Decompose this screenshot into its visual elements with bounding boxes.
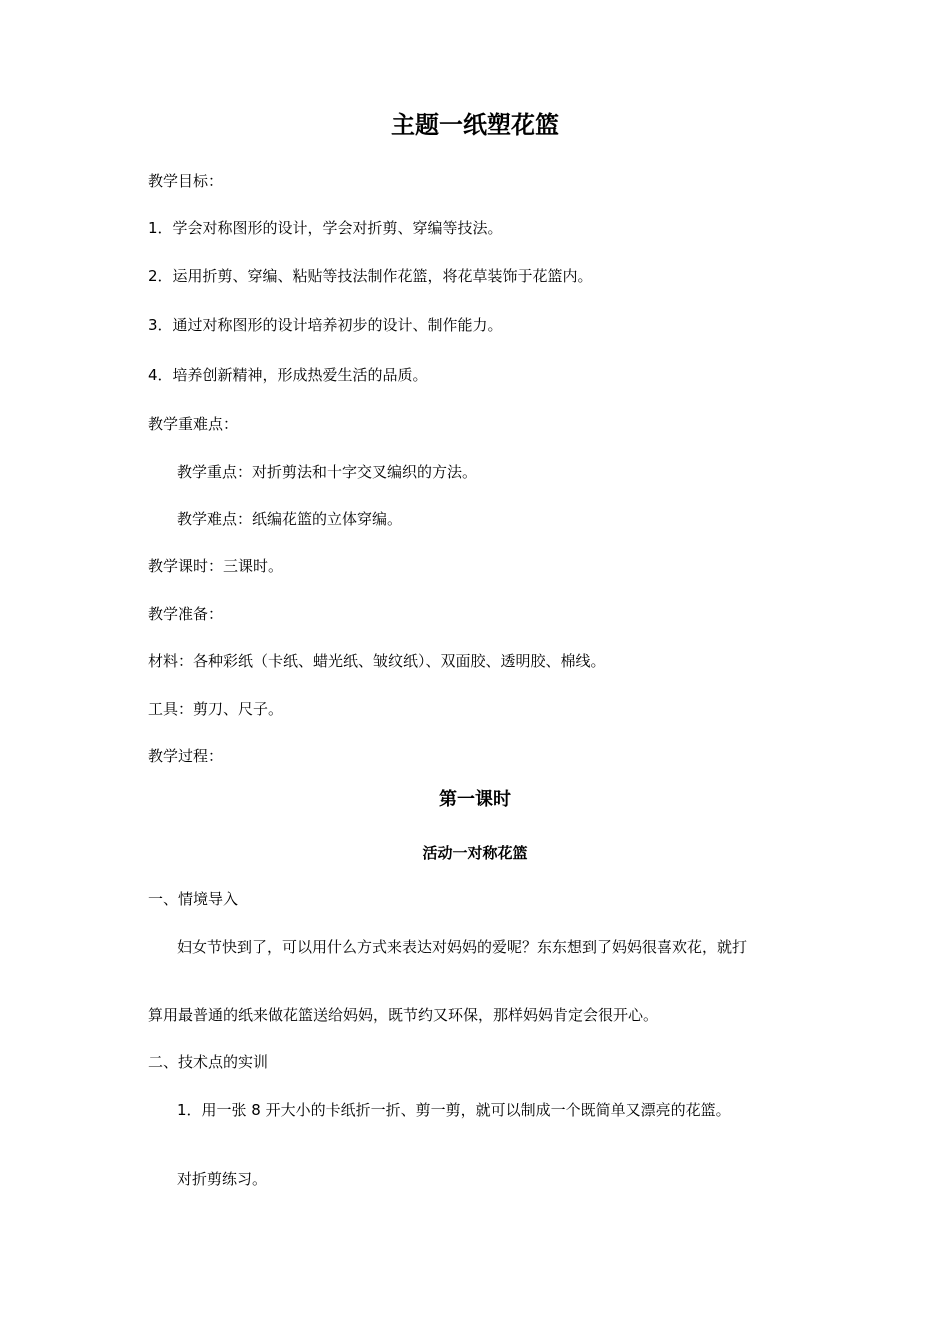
difficult-point: 教学难点：纸编花篮的立体穿编。 <box>177 510 403 528</box>
key-points-heading: 教学重难点： <box>148 415 239 433</box>
class-hours: 教学课时：三课时。 <box>148 557 284 575</box>
materials: 材料：各种彩纸（卡纸、蜡光纸、皱纹纸）、双面胶、透明胶、棉线。 <box>148 652 606 670</box>
preparation-heading: 教学准备： <box>148 605 224 623</box>
lesson-title: 第一课时 <box>439 789 511 810</box>
objective-item-4: 4．培养创新精神，形成热爱生活的品质。 <box>148 366 428 384</box>
process-heading: 教学过程： <box>148 747 224 765</box>
objective-item-3: 3．通过对称图形的设计培养初步的设计、制作能力。 <box>148 316 503 334</box>
objective-item-1: 1．学会对称图形的设计，学会对折剪、穿编等技法。 <box>148 219 503 237</box>
section2-item-1: 1．用一张 8 开大小的卡纸折一折、剪一剪，就可以制成一个既简单又漂亮的花篮。 <box>177 1101 731 1119</box>
section1-paragraph-2: 算用最普通的纸来做花篮送给妈妈，既节约又环保，那样妈妈肯定会很开心。 <box>148 1006 659 1024</box>
tools: 工具：剪刀、尺子。 <box>148 700 284 718</box>
section2-heading: 二、技术点的实训 <box>148 1053 269 1071</box>
activity-title: 活动一对称花篮 <box>422 844 528 862</box>
key-point: 教学重点：对折剪法和十字交叉编织的方法。 <box>177 463 478 481</box>
section2-practice: 对折剪练习。 <box>177 1170 268 1188</box>
objective-item-2: 2．运用折剪、穿编、粘贴等技法制作花篮，将花草装饰于花篮内。 <box>148 267 593 285</box>
section1-paragraph-1: 妇女节快到了，可以用什么方式来表达对妈妈的爱呢？东东想到了妈妈很喜欢花，就打 <box>177 938 748 956</box>
section1-heading: 一、情境导入 <box>148 890 239 908</box>
document-title: 主题一纸塑花篮 <box>391 111 559 139</box>
objectives-heading: 教学目标： <box>148 172 224 190</box>
